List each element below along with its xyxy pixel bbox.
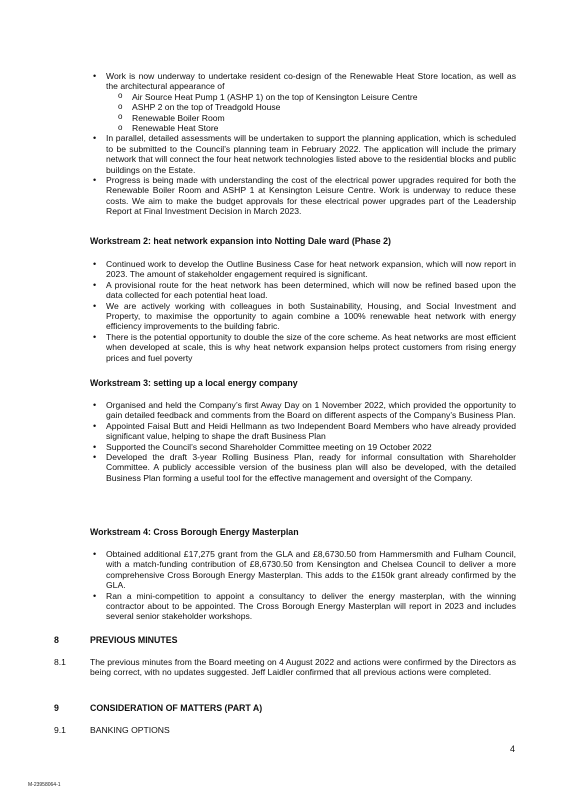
list-item: • A provisional route for the heat network has been determined, which will now be refined based upon the data collected for each potential heat load.	[106, 280, 516, 301]
section-number: 9	[54, 703, 59, 713]
list-item: • There is the potential opportunity to double the size of the core scheme. As heat networks are most efficient when developed at scale, this is why heat network expansion helps protect customers from rising energy prices and fuel poverty	[106, 332, 516, 363]
list-item: • Appointed Faisal Butt and Heidi Hellmann as two Independent Board Members who have already provided significant value, helping to shape the draft Business Plan	[106, 421, 516, 442]
list-item: • Supported the Council’s second Shareholder Committee meeting on 19 October 2022	[106, 442, 516, 452]
list-item: • Organised and held the Company’s first Away Day on 1 November 2022, which provided the opportunity to gain detailed feedback and comments from the Board on different aspects of the Company’s Business Plan.	[106, 400, 516, 421]
sub-list-item: o Renewable Boiler Room	[132, 113, 516, 123]
paragraph-text: BANKING OPTIONS	[90, 725, 170, 735]
document-reference: M-23958064-1	[28, 782, 61, 788]
sub-list	[106, 92, 516, 134]
section-number: 8	[54, 635, 59, 645]
list-item: • Ran a mini-competition to appoint a consultancy to deliver the energy masterplan, with the winning contractor about to be appointed. The Cross Borough Energy Masterplan will report in 2023 and includes several senior stakeholder workshops.	[106, 591, 516, 622]
paragraph-number: 8.1	[54, 657, 66, 667]
workstream-2-heading: Workstream 2: heat network expansion into Notting Dale ward (Phase 2)	[90, 236, 391, 246]
list-item: • Continued work to develop the Outline Business Case for heat network expansion, which will now report in 2023. The amount of stakeholder engagement required is significant.	[106, 259, 516, 280]
sub-list-item: o ASHP 2 on the top of Treadgold House	[132, 102, 516, 112]
workstream-4-heading: Workstream 4: Cross Borough Energy Masterplan	[90, 527, 299, 537]
list-item	[106, 71, 516, 133]
paragraph-text: The previous minutes from the Board meeting on 4 August 2022 and actions were confirmed by the Directors as being correct, with no updates suggested. Jeff Laidler confirmed that all previous actions were completed.	[90, 657, 516, 678]
list-item: • Developed the draft 3-year Rolling Business Plan, ready for informal consultation with Shareholder Committee. A publicly accessible version of the business plan will also be developed, with the detailed Business Plan forming a useful tool for the effective management and oversight of the Company.	[106, 452, 516, 483]
list-item: • Obtained additional £17,275 grant from the GLA and £8,6730.50 from Hammersmith and Fulham Council, with a match-funding contribution of £8,6730.50 from Kensington and Chelsea Council to deliver a more comprehensive Cross Borough Energy Masterplan. This adds to the £150k grant already confirmed by the GLA.	[106, 549, 516, 591]
list-item-text: Work is now underway to undertake resident co-design of the Renewable Heat Store location, as well as the architectural appearance of	[106, 71, 516, 92]
paragraph-number: 9.1	[54, 725, 66, 735]
list-item: • Progress is being made with understanding the cost of the electrical power upgrades required for both the Renewable Boiler Room and ASHP 1 at Kensington Leisure Centre. Work is underway to reduce these costs. We aim to make the budget approvals for these electrical power upgrades part of the Leadership Report at Final Investment Decision in March 2023.	[106, 175, 516, 217]
workstream-1-list	[106, 71, 516, 217]
sub-list-item: o Air Source Heat Pump 1 (ASHP 1) on the top of Kensington Leisure Centre	[132, 92, 516, 102]
workstream-2-list	[106, 259, 516, 363]
workstream-3-heading: Workstream 3: setting up a local energy company	[90, 378, 298, 388]
list-item: • We are actively working with colleagues in both Sustainability, Housing, and Social Investment and Property, to maximise the opportunity to again combine a 100% renewable heat network with energy efficiency improvements to the building fabric.	[106, 301, 516, 332]
page-number: 4	[510, 744, 516, 754]
workstream-3-list	[106, 400, 516, 483]
sub-list-item: o Renewable Heat Store	[132, 123, 516, 133]
section-title: CONSIDERATION OF MATTERS (PART A)	[90, 703, 263, 713]
list-item: • In parallel, detailed assessments will be undertaken to support the planning application, which is scheduled to be submitted to the Council’s planning team in February 2022. The application will include the primary network that will connect the four heat network technologies listed above to the residential blocks and public buildings on the Estate.	[106, 133, 516, 175]
workstream-4-list	[106, 549, 516, 622]
section-title: PREVIOUS MINUTES	[90, 635, 178, 645]
